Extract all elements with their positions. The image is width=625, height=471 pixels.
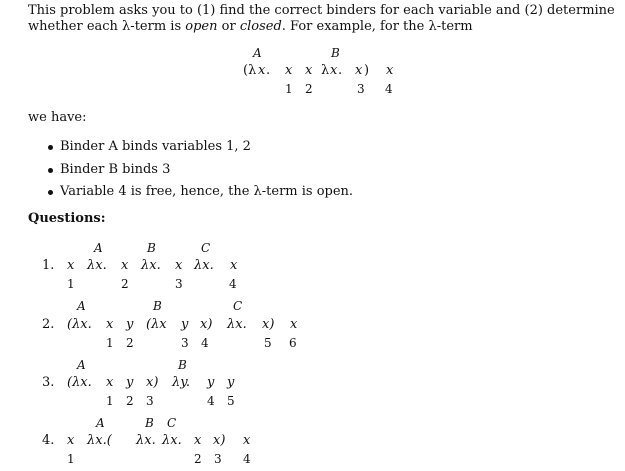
bullet-dot [48, 145, 53, 150]
example-token: x [355, 63, 363, 78]
example-token: . [266, 63, 271, 78]
questions-heading: Questions: [28, 211, 106, 226]
q2-index: 5 [264, 336, 272, 350]
q2-token: (λx [146, 317, 167, 332]
q4-binder-a: A [96, 416, 105, 430]
q3-token: (λx. [67, 375, 92, 390]
q2-token: y [181, 317, 189, 332]
q2-token: x) [200, 317, 213, 332]
example-token: x [305, 63, 313, 78]
q2-number: 2. [42, 317, 55, 332]
q2-binder-a: A [77, 299, 86, 313]
intro-text-a: whether each λ-term is [28, 19, 182, 34]
q3-index: 4 [207, 394, 215, 408]
q1-token: λx. [87, 258, 107, 273]
q2-binder-c: C [233, 299, 243, 313]
bullet-item: Binder A binds variables 1, 2 [60, 139, 251, 154]
bullet-item: Binder B binds 3 [60, 162, 171, 177]
example-binder-b: B [331, 46, 340, 60]
intro-line-1: This problem asks you to (1) find the correct binders for each variable and (2) determine [28, 3, 615, 18]
intro-text-b: . For example, for the λ-term [281, 19, 473, 34]
q3-binder-a: A [77, 358, 86, 372]
q4-binder-c: C [167, 416, 177, 430]
q4-index: 4 [243, 452, 251, 466]
q4-number: 4. [42, 433, 55, 448]
example-index: 3 [357, 82, 365, 96]
q3-token: y [207, 375, 215, 390]
intro-closed-word: closed [239, 19, 282, 34]
q3-index: 5 [227, 394, 235, 408]
bullet-dot [48, 190, 53, 195]
example-index: 2 [305, 82, 313, 96]
q4-token: λx. [136, 433, 156, 448]
q2-index: 2 [126, 336, 134, 350]
q4-token: λx. [162, 433, 182, 448]
q4-index: 1 [67, 452, 75, 466]
q1-token: x [67, 258, 75, 273]
q1-index: 2 [121, 277, 129, 291]
we-have-label: we have: [28, 110, 87, 125]
q2-index: 3 [181, 336, 189, 350]
q1-token: λx. [141, 258, 161, 273]
intro-or-word: or [221, 19, 236, 34]
q1-token: x [175, 258, 183, 273]
q1-index: 4 [229, 277, 237, 291]
q3-binder-b: B [178, 358, 187, 372]
q3-token: x [106, 375, 114, 390]
q1-index: 1 [67, 277, 75, 291]
example-token: λ [321, 63, 330, 78]
q4-index: 3 [214, 452, 222, 466]
intro-line-2 [28, 19, 473, 35]
example-index: 1 [285, 82, 293, 96]
q3-token: λy. [172, 375, 190, 390]
q2-index: 4 [201, 336, 209, 350]
q1-token: x [230, 258, 238, 273]
example-binder-a: A [253, 46, 262, 60]
q1-index: 3 [175, 277, 183, 291]
q3-index: 2 [126, 394, 134, 408]
example-index: 4 [385, 82, 393, 96]
example-token: x [258, 63, 266, 78]
example-token: x [330, 63, 338, 78]
q1-token: λx. [194, 258, 214, 273]
q4-token: x [194, 433, 202, 448]
q1-binder-a: A [94, 241, 103, 255]
example-token: . [338, 63, 343, 78]
q1-number: 1. [42, 258, 55, 273]
example-token: ) [364, 63, 370, 78]
q2-token: x) [262, 317, 275, 332]
q4-token: λx.( [87, 433, 112, 448]
q2-token: (λx. [67, 317, 92, 332]
q1-binder-c: C [201, 241, 211, 255]
example-token: x [285, 63, 293, 78]
example-token: x [386, 63, 394, 78]
q2-token: x [106, 317, 114, 332]
q4-binder-b: B [145, 416, 154, 430]
q4-token: x) [213, 433, 226, 448]
q4-token: x [67, 433, 75, 448]
q2-token: x [290, 317, 298, 332]
q2-index: 1 [106, 336, 114, 350]
q1-binder-b: B [147, 241, 156, 255]
q3-index: 1 [106, 394, 114, 408]
q1-token: x [121, 258, 129, 273]
q3-token: x) [146, 375, 159, 390]
q2-binder-b: B [153, 299, 162, 313]
q4-token: x [243, 433, 251, 448]
q3-token: y [126, 375, 134, 390]
q2-index: 6 [289, 336, 297, 350]
bullet-dot [48, 168, 53, 173]
q2-token: y [126, 317, 134, 332]
example-token: (λ [243, 63, 257, 78]
q2-token: λx. [227, 317, 247, 332]
q3-token: y [227, 375, 235, 390]
q3-number: 3. [42, 375, 55, 390]
bullet-item: Variable 4 is free, hence, the λ-term is open. [60, 184, 354, 199]
q4-index: 2 [194, 452, 202, 466]
intro-open-word: open [185, 19, 218, 34]
q3-index: 3 [146, 394, 154, 408]
